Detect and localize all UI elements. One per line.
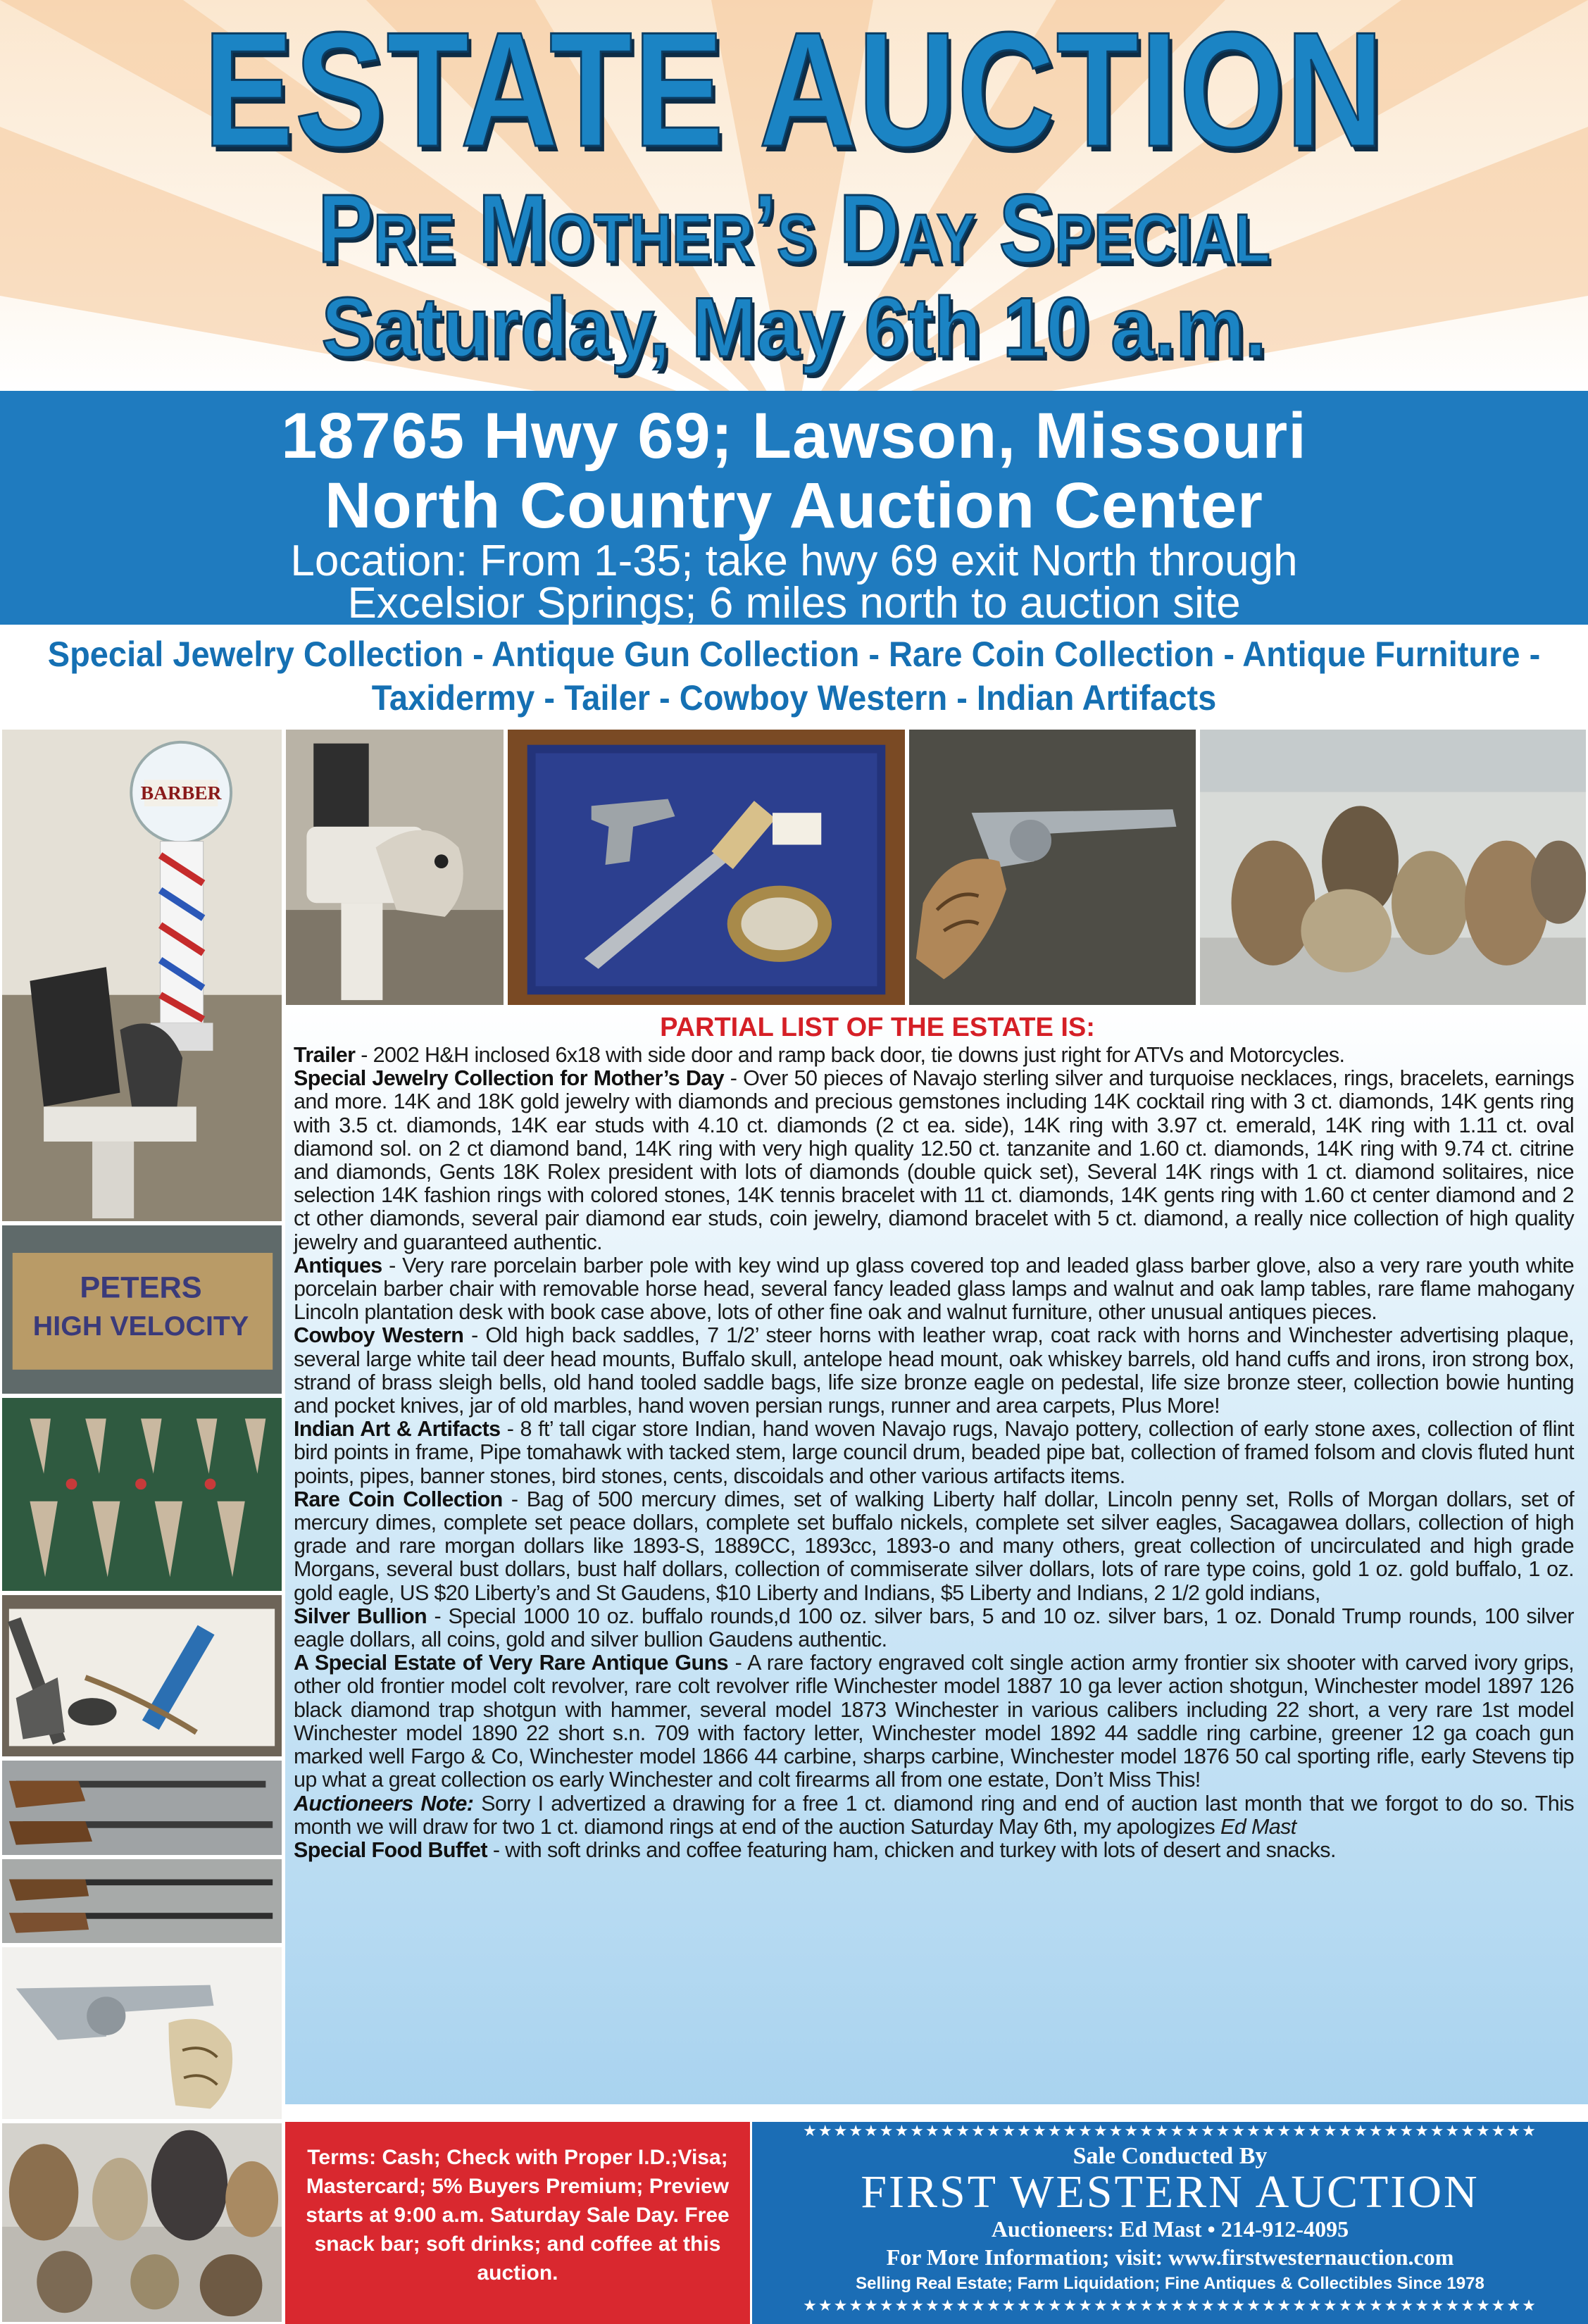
- directions-line-1: Location: From 1-35; take hwy 69 exit North through: [290, 537, 1298, 585]
- section-text: - Old high back saddles, 7 1/2’ steer horns with leather wrap, coat rack with horns and Winchester advertising plaque, several large white tail deer head mounts, Buffalo skull, antelope head mount, oak whiskey barrels, old hand cuffs and irons, iron strong box, strand of brass sleigh bells, old hand tooled saddle bags, life size bronze eagle on pedestal, life size bronze steer, collection bowie hunting and pocket knives, jar of old marbles, hand woven persian rungs, runner and area carpets, Plus More!: [294, 1323, 1574, 1418]
- section-label: Special Jewelry Collection for Mother’s Day: [294, 1066, 725, 1091]
- crocks-jugs-photo: [0, 2121, 284, 2324]
- star-border-bottom: ★★★★★★★★★★★★★★★★★★★★★★★★★★★★★★★★★★★★★★★★★★★★★★★★: [803, 2297, 1537, 2314]
- section-text: - Special 1000 10 oz. buffalo rounds,d 100 oz. silver bars, 5 and 10 oz. silver bars, 1 oz. Donald Trump rounds, 100 silver eagle dollars, all coins, gold and silver bullion Gaudens authentic.: [294, 1604, 1574, 1652]
- terms-box: [285, 2122, 750, 2324]
- auction-company-box: [752, 2122, 1588, 2324]
- barber-pole-photo: [0, 727, 284, 1223]
- terms-text: Terms: Cash; Check with Proper I.D.;Visa; Mastercard; 5% Buyers Premium; Preview starts at 9:00 a.m. Saturday Sale Day. Free snack bar; soft drinks; and coffee at this auction.: [306, 2146, 730, 2285]
- tomahawk-beadwork-photo: [0, 1593, 284, 1758]
- website-info: For More Information; visit: www.firstwesternauction.com: [886, 2244, 1454, 2270]
- special-subtitle: Pre Mother’s Day Special: [318, 175, 1270, 283]
- note-label: Auctioneers Note:: [294, 1791, 474, 1816]
- crate-text-1: PETERS: [80, 1270, 202, 1305]
- auction-venue: North Country Auction Center: [325, 470, 1263, 542]
- note-signature: Ed Mast: [1220, 1814, 1296, 1839]
- category-line-2: Taxidermy - Tailer - Cowboy Western - Indian Artifacts: [371, 678, 1217, 718]
- ammo-crate-photo: [0, 1223, 284, 1396]
- company-services: Selling Real Estate; Farm Liquidation; Fine Antiques & Collectibles Since 1978: [856, 2274, 1484, 2293]
- auction-address: 18765 Hwy 69; Lawson, Missouri: [281, 400, 1307, 472]
- indian-art-section: [294, 1418, 1574, 1488]
- directions-line-2: Excelsior Springs; 6 miles north to auction site: [347, 579, 1241, 627]
- section-text: - A rare factory engraved colt single action army frontier six shooter with carved ivory grips, other old frontier model colt revolver, rare colt revolver rifle Winchester model 1887 10 ga lever action shotgun, Winchester model 1897 126 black diamond trap shotgun with hammer, several model 1873 Winchester in various calibers including 22 short, a very rare 1st model Winchester model 1890 22 short s.n. 709 with factory letter, Winchester model 1892 44 saddle ring carbine, greener 12 ga coach gun marked well Fargo & Co, Winchester model 1866 44 carbine, sharps carbine, Winchester model 1876 50 cal sporting rifle, early Stevens tip up what a great collection os early Winchester and colt firearms all from one estate, Don’t Miss This!: [294, 1651, 1574, 1792]
- section-label: Cowboy Western: [294, 1323, 464, 1348]
- company-name: FIRST WESTERN AUCTION: [861, 2166, 1480, 2218]
- category-line-1: Special Jewelry Collection - Antique Gun Collection - Rare Coin Collection - Antique Furniture -: [47, 635, 1541, 674]
- section-label: Trailer: [294, 1043, 356, 1067]
- long-guns-photo: [0, 1857, 284, 1945]
- crate-text-2: HIGH VELOCITY: [32, 1311, 249, 1342]
- antique-guns-section: [294, 1651, 1574, 1792]
- estate-list-panel: [285, 1006, 1588, 2104]
- barber-chair-photo: [284, 727, 506, 1007]
- buffet-label: Special Food Buffet: [294, 1837, 487, 1862]
- partial-list-title: PARTIAL LIST OF THE ESTATE IS:: [660, 1013, 1095, 1042]
- buffet-text: - with soft drinks and coffee featuring ham, chicken and turkey with lots of desert and snacks.: [487, 1837, 1336, 1862]
- pistol-knife-case-photo: [506, 727, 907, 1007]
- section-text: - 8 ft’ tall cigar store Indian, hand woven Navajo rugs, Navajo pottery, collection of early stone axes, collection of flint bird points in frame, Pipe tomahawk with tacked stem, large council drum, beaded pipe bat, collection of framed folsom and clovis fluted hunt points, pipes, banner stones, bird stones, cents, discoidals and other various artifacts items.: [294, 1417, 1574, 1488]
- section-label: Indian Art & Artifacts: [294, 1417, 501, 1442]
- auctioneer-contact: Auctioneers: Ed Mast • 214-912-4095: [991, 2216, 1349, 2242]
- stoneware-crocks-photo: [1198, 727, 1588, 1007]
- note-text: Sorry I advertized a drawing for a free 1 ct. diamond ring and end of auction last month that we forgot to do so. This month we will draw for two 1 ct. diamond rings at end of the auction Saturday May 6th, my apologizes: [294, 1791, 1574, 1839]
- section-text: - 2002 H&H inclosed 6x18 with side door and ramp back door, tie downs just right for ATVs and Motorcycles.: [355, 1043, 1345, 1067]
- section-label: Antiques: [294, 1253, 382, 1277]
- poster-header: [0, 0, 1588, 394]
- section-text: - Bag of 500 mercury dimes, set of walking Liberty half dollar, Lincoln penny set, Rolls of Morgan dollars, set of mercury dimes, complete set peace dollars, complete set buffalo nickels, complete set silver eagles, Sacagawea dollars, collection of high grade and rare morgan dollars like 1893-S, 1889CC, 1893cc, 1893-o and many others, great collection of uncirculated and high grade Morgans, several bust dollars, bust half dollars, collection of commiserate silver dollars, lots of rare type coins, gold 1 oz. gold buffalo, 1 oz. gold eagle, US $20 Liberty’s and St Gaudens, $10 Liberty and Indians, $5 Liberty and Indians, 2 1/2 gold indians,: [294, 1487, 1574, 1605]
- barber-sign-text: BARBER: [140, 782, 222, 804]
- rare-coin-section: [294, 1488, 1574, 1605]
- rifles-photo: [0, 1758, 284, 1857]
- revolver-photo: [907, 727, 1198, 1007]
- antiques-section: [294, 1254, 1574, 1325]
- location-banner: [0, 391, 1588, 625]
- conducted-by-label: Sale Conducted By: [1073, 2143, 1268, 2169]
- trailer-section: [294, 1044, 1574, 1067]
- jewelry-section: [294, 1067, 1574, 1254]
- arrowheads-photo: [0, 1396, 284, 1593]
- section-text: - Very rare porcelain barber pole with key wind up glass covered top and leaded glass barber glove, also a very rare youth white porcelain barber chair with removable horse head, several fancy leaded glass lamps and walnut and oak lamp tables, rare flame mahogany Lincoln plantation desk with book case above, lots of other fine oak and walnut furniture, other unusual antiques pieces.: [294, 1253, 1574, 1325]
- auction-date: Saturday, May 6th 10 a.m.: [321, 280, 1267, 375]
- section-text: - Over 50 pieces of Navajo sterling silver and turquoise necklaces, rings, bracelets, earnings and more. 14K and 18K gold jewelry with diamonds and precious gemstones including 14K cocktail ring with 3 ct. diamonds, 14K gents ring with 3.5 ct. diamonds, 14K ear studs with 4.10 ct. diamonds (2 ct ea. side), 14K ring with 3.97 ct. emerald, 14K ring with 1.11 ct. oval diamond sol. on 2 ct diamond band, 14K ring with very high quality 12.50 ct. tanzanite and 1.60 ct. diamonds, 14K ring with 9.74 ct. citrine and diamonds, Gents 18K Rolex president with lots of diamonds (double quick set), Several 14K rings with 1 ct. diamond solitaires, nice selection 14K fashion rings with colored stones, 14K tennis bracelet with 11 ct. diamonds, 14K gents ring with 1.60 ct center diamond and 2 ct other diamonds, several pair diamond ear studs, coin jewelry, diamond bracelet with 5 ct. diamond, a really nice collection of high quality jewelry and guaranteed authentic.: [294, 1066, 1574, 1254]
- cowboy-western-section: [294, 1324, 1574, 1418]
- star-border-top: ★★★★★★★★★★★★★★★★★★★★★★★★★★★★★★★★★★★★★★★★★★★★★★★★: [803, 2122, 1537, 2139]
- engraved-revolver-photo: [0, 1945, 284, 2121]
- category-list: [48, 632, 1541, 720]
- silver-bullion-section: [294, 1605, 1574, 1651]
- section-label: A Special Estate of Very Rare Antique Guns: [294, 1651, 728, 1675]
- section-label: Rare Coin Collection: [294, 1487, 503, 1511]
- auctioneers-note-section: [294, 1792, 1574, 1839]
- auction-title: ESTATE AUCTION: [203, 0, 1385, 181]
- food-buffet-section: [294, 1839, 1574, 1862]
- section-label: Silver Bullion: [294, 1604, 427, 1628]
